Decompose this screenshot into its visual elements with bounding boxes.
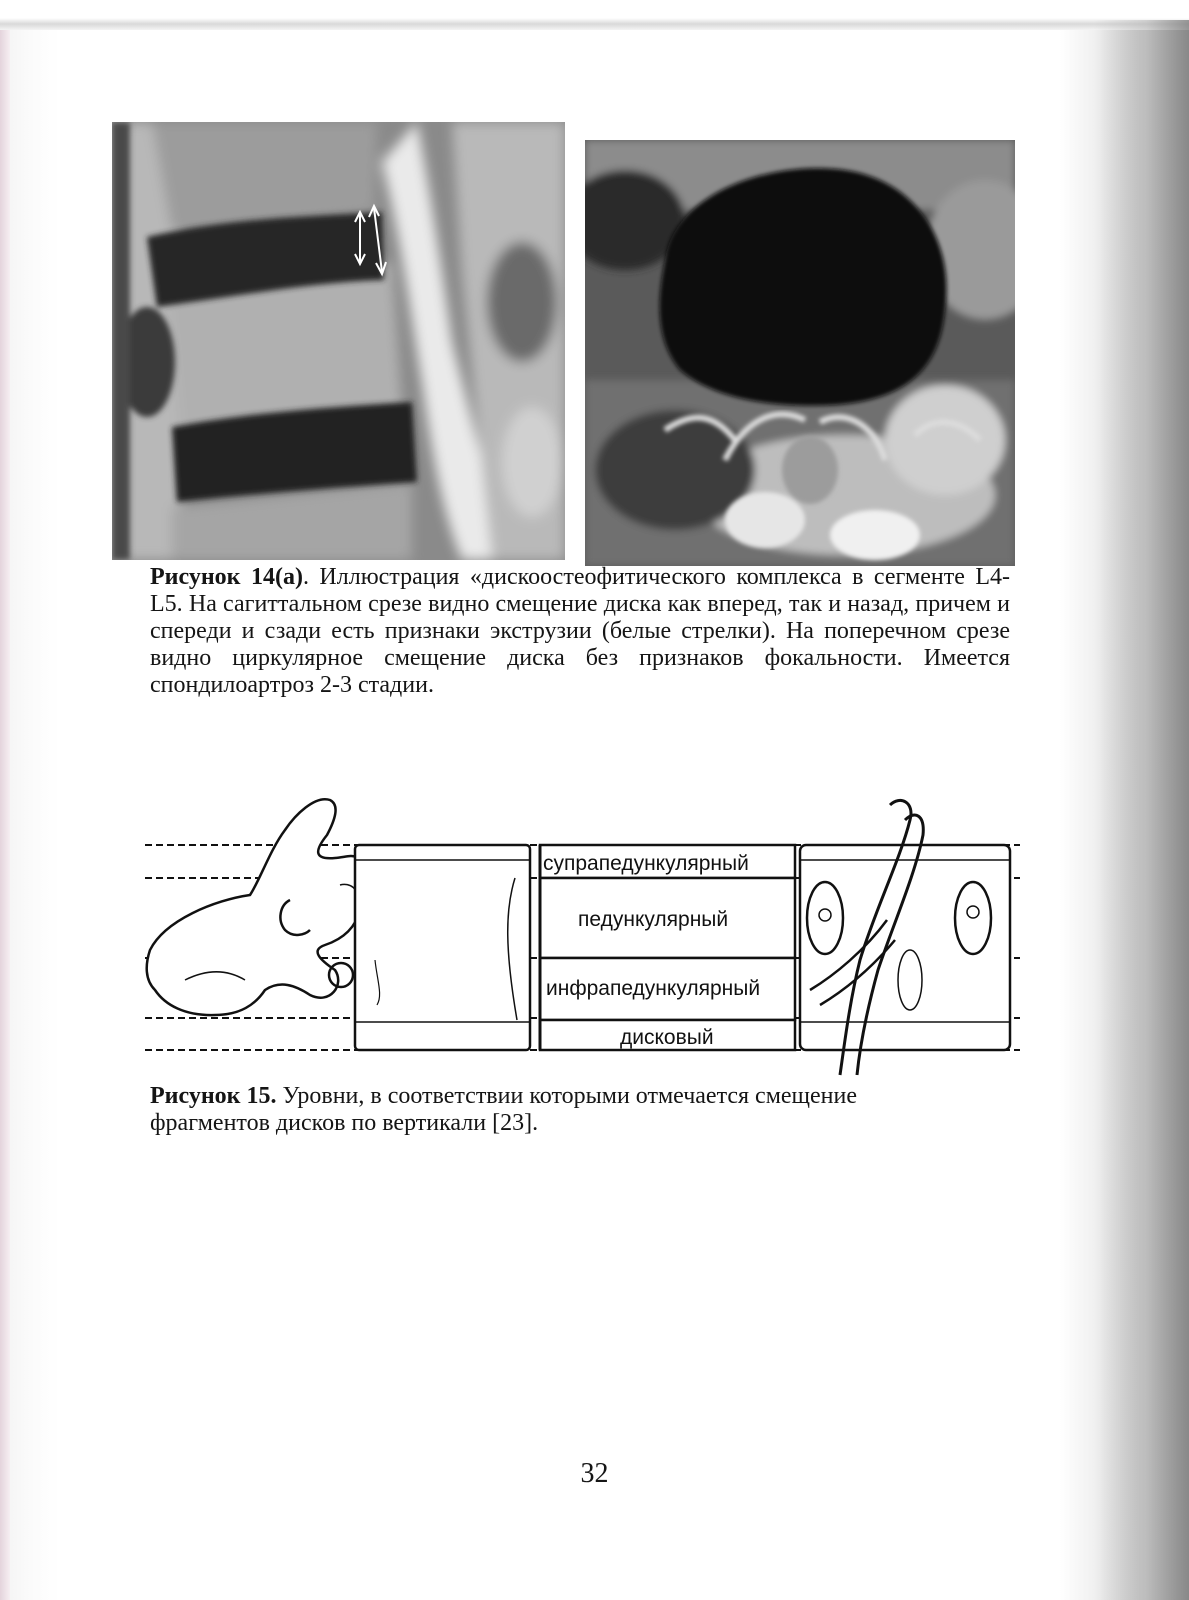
figure-15-caption <box>150 1083 910 1137</box>
mri-axial-image <box>585 140 1015 566</box>
figure-15-label: Рисунок 15. <box>150 1083 277 1109</box>
level-label-suprapedicular: супрапедункулярный <box>543 852 749 875</box>
vertebral-levels-diagram <box>145 790 1025 1080</box>
figure-14-caption <box>150 564 1010 699</box>
mri-sagittal-image <box>112 122 565 560</box>
page-top-edge <box>0 0 1189 30</box>
level-label-infrapedicular: инфрапедункулярный <box>546 977 761 1000</box>
figure-14-text: . Иллюстрация «дискоостеофитического комплекса в сегменте L4-L5. На сагиттальном срезе видно смещение диска как вперед, так и назад, причем и спереди и сзади есть признаки экструзии (белые стрелки). На поперечном срезе видно циркулярное смещение диска без признаков фокальности. Имеется спондилоартроз 2-3 стадии. <box>150 564 1010 698</box>
level-label-pedicular: педункулярный <box>578 908 729 931</box>
figure-14-label: Рисунок 14(а) <box>150 564 303 590</box>
figure-15-text: Уровни, в соответствии которыми отмечается смещение фрагментов дисков по вертикали [23]. <box>150 1083 858 1136</box>
page-binding-shadow <box>1094 20 1189 1600</box>
page-number: 32 <box>580 1458 609 1489</box>
page-left-edge <box>0 30 10 1600</box>
level-label-disc: дисковый <box>620 1026 714 1049</box>
